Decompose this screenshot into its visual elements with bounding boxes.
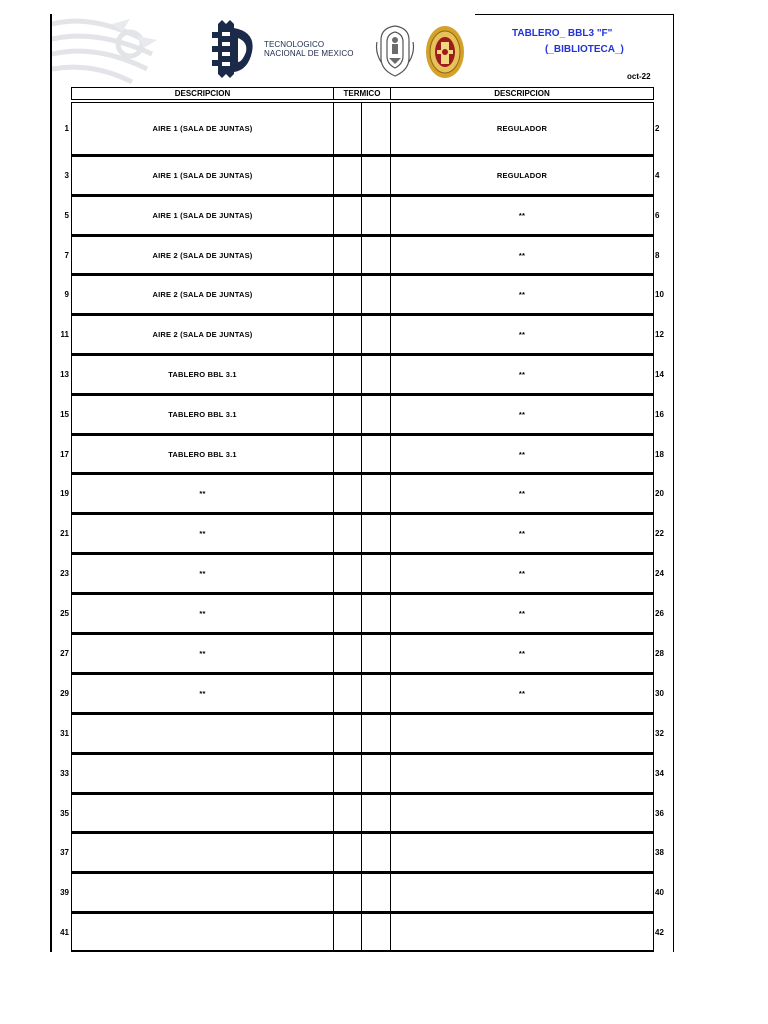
row-termico-cell-b [361, 236, 391, 275]
circuit-number-left: 7 [64, 250, 69, 260]
row-description-left: AIRE 1 (SALA DE JUNTAS) [71, 196, 334, 236]
circuit-number-left: 9 [64, 290, 69, 299]
circuit-number-left: 19 [60, 489, 69, 498]
circuit-number-left: 33 [60, 769, 69, 778]
row-termico-cell-b [361, 275, 391, 315]
circuit-number-right: 34 [655, 769, 664, 778]
frame-top-border [475, 14, 674, 15]
circuit-number-right: 36 [655, 808, 664, 818]
circuit-number-left: 23 [60, 569, 69, 578]
row-description-left: ** [71, 474, 334, 514]
row-description-right: ** [390, 594, 654, 634]
row-description-left [71, 714, 334, 754]
row-description-right [390, 794, 654, 833]
row-termico-cell-a [333, 913, 362, 952]
row-termico-cell-a [333, 102, 362, 156]
circuit-number-right: 20 [655, 489, 664, 498]
circuit-number-right: 38 [655, 848, 664, 857]
circuit-number-right: 10 [655, 290, 664, 299]
row-termico-cell-b [361, 634, 391, 674]
circuit-number-right: 42 [655, 927, 664, 937]
circuit-number-left: 15 [60, 410, 69, 419]
eagle-watermark-icon [52, 14, 162, 84]
row-description-right: REGULADOR [390, 156, 654, 196]
circuit-number-left: 27 [60, 649, 69, 658]
row-termico-cell-b [361, 674, 391, 714]
circuit-number-left: 13 [60, 370, 69, 379]
circuit-number-left: 41 [60, 927, 69, 937]
row-termico-cell-a [333, 196, 362, 236]
circuit-number-left: 5 [64, 211, 69, 220]
row-description-left: TABLERO BBL 3.1 [71, 395, 334, 435]
row-termico-cell-a [333, 474, 362, 514]
row-termico-cell-a [333, 315, 362, 355]
row-termico-cell-b [361, 913, 391, 952]
circuit-number-left: 21 [60, 529, 69, 538]
row-description-left: ** [71, 594, 334, 634]
circuit-number-right: 40 [655, 888, 664, 897]
circuit-number-left: 29 [60, 689, 69, 698]
row-termico-cell-b [361, 156, 391, 196]
panel-subtitle: (_BIBLIOTECA_) [545, 44, 624, 55]
row-description-right: ** [390, 275, 654, 315]
circuit-number-right: 32 [655, 729, 664, 738]
row-description-right: ** [390, 315, 654, 355]
row-termico-cell-a [333, 275, 362, 315]
row-termico-cell-a [333, 355, 362, 395]
row-description-left: AIRE 1 (SALA DE JUNTAS) [71, 156, 334, 196]
row-description-right: ** [390, 196, 654, 236]
institution-name [264, 40, 364, 58]
row-description-left [71, 873, 334, 913]
circuit-number-right: 16 [655, 410, 664, 419]
row-description-right [390, 873, 654, 913]
document-date: oct-22 [627, 72, 651, 81]
row-description-right: ** [390, 236, 654, 275]
row-termico-cell-b [361, 315, 391, 355]
circuit-number-left: 11 [60, 330, 69, 339]
row-description-left: ** [71, 674, 334, 714]
row-termico-cell-a [333, 714, 362, 754]
gold-seal-icon [425, 24, 465, 80]
row-description-left [71, 794, 334, 833]
circuit-number-right: 22 [655, 529, 664, 538]
gear-logo-icon [212, 18, 260, 80]
circuit-number-left: 31 [60, 729, 69, 738]
circuit-number-right: 30 [655, 689, 664, 698]
row-termico-cell-a [333, 634, 362, 674]
row-description-right: ** [390, 474, 654, 514]
row-description-right: ** [390, 634, 654, 674]
circuit-number-right: 28 [655, 649, 664, 658]
row-termico-cell-a [333, 674, 362, 714]
row-description-right [390, 754, 654, 794]
row-description-right: ** [390, 395, 654, 435]
row-termico-cell-a [333, 435, 362, 474]
row-termico-cell-b [361, 594, 391, 634]
circuit-number-right: 14 [655, 370, 664, 379]
row-description-left [71, 833, 334, 873]
row-description-right [390, 833, 654, 873]
header-logo-band [52, 14, 475, 84]
row-termico-cell-b [361, 714, 391, 754]
row-description-right [390, 714, 654, 754]
row-description-left [71, 754, 334, 794]
row-description-right: ** [390, 554, 654, 594]
row-description-left: TABLERO BBL 3.1 [71, 355, 334, 395]
row-termico-cell-b [361, 435, 391, 474]
circuit-number-right: 26 [655, 609, 664, 618]
row-termico-cell-a [333, 395, 362, 435]
circuit-number-right: 2 [655, 124, 660, 133]
circuit-number-left: 3 [64, 171, 69, 180]
row-termico-cell-b [361, 196, 391, 236]
column-header-termico: TERMICO [333, 87, 391, 100]
column-header-description-left: DESCRIPCION [71, 87, 334, 100]
row-description-left: AIRE 1 (SALA DE JUNTAS) [71, 102, 334, 156]
row-termico-cell-b [361, 355, 391, 395]
circuit-number-left: 1 [64, 124, 69, 133]
row-termico-cell-b [361, 514, 391, 554]
institution-name-line2: NACIONAL DE MEXICO [264, 49, 354, 58]
row-termico-cell-b [361, 794, 391, 833]
coat-of-arms-icon [375, 22, 415, 80]
row-termico-cell-a [333, 594, 362, 634]
row-description-right [390, 913, 654, 952]
row-termico-cell-b [361, 873, 391, 913]
column-header-description-right: DESCRIPCION [390, 87, 654, 100]
row-description-right: ** [390, 514, 654, 554]
row-description-left [71, 913, 334, 952]
circuit-number-left: 37 [60, 848, 69, 857]
row-termico-cell-a [333, 156, 362, 196]
row-termico-cell-b [361, 554, 391, 594]
row-termico-cell-a [333, 833, 362, 873]
circuit-number-right: 12 [655, 330, 664, 339]
circuit-number-right: 8 [655, 250, 660, 260]
row-description-right: ** [390, 435, 654, 474]
row-termico-cell-a [333, 754, 362, 794]
row-description-right: ** [390, 355, 654, 395]
circuit-number-left: 17 [60, 449, 69, 459]
row-termico-cell-b [361, 754, 391, 794]
row-description-left: ** [71, 554, 334, 594]
row-termico-cell-b [361, 395, 391, 435]
row-termico-cell-a [333, 794, 362, 833]
row-termico-cell-a [333, 873, 362, 913]
circuit-number-right: 6 [655, 211, 660, 220]
row-termico-cell-a [333, 554, 362, 594]
circuit-number-left: 35 [60, 808, 69, 818]
row-description-left: ** [71, 514, 334, 554]
row-description-right: REGULADOR [390, 102, 654, 156]
row-description-right: ** [390, 674, 654, 714]
circuit-number-left: 25 [60, 609, 69, 618]
institution-name-line1: TECNOLOGICO [264, 40, 325, 49]
circuit-number-left: 39 [60, 888, 69, 897]
row-termico-cell-a [333, 236, 362, 275]
row-termico-cell-a [333, 514, 362, 554]
circuit-number-right: 24 [655, 569, 664, 578]
row-termico-cell-b [361, 833, 391, 873]
circuit-number-right: 4 [655, 171, 660, 180]
panel-title: TABLERO_ BBL3 "F" [512, 28, 613, 39]
row-termico-cell-b [361, 474, 391, 514]
circuit-number-right: 18 [655, 449, 664, 459]
row-description-left: TABLERO BBL 3.1 [71, 435, 334, 474]
row-description-left: ** [71, 634, 334, 674]
row-description-left: AIRE 2 (SALA DE JUNTAS) [71, 236, 334, 275]
row-termico-cell-b [361, 102, 391, 156]
row-description-left: AIRE 2 (SALA DE JUNTAS) [71, 275, 334, 315]
row-description-left: AIRE 2 (SALA DE JUNTAS) [71, 315, 334, 355]
